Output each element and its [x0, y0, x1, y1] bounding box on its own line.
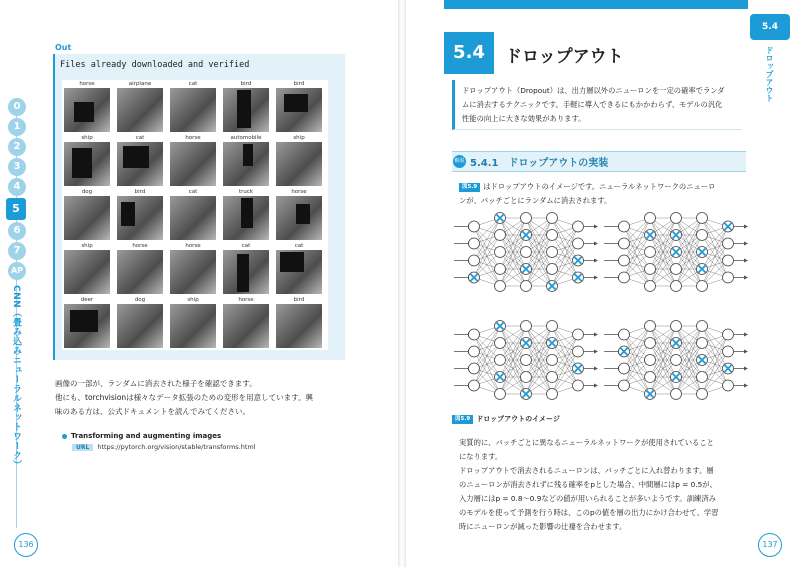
- nav-chapter-4[interactable]: 4: [8, 178, 26, 196]
- dropout-diagram: [452, 210, 748, 410]
- nav-chapter-0[interactable]: 0: [8, 98, 26, 116]
- grid-image-label: horse: [79, 81, 95, 87]
- neuron: [619, 363, 630, 374]
- grid-image-cell: [168, 188, 218, 240]
- neuron: [495, 264, 506, 275]
- page-gutter: [398, 0, 406, 567]
- output-text: Files already downloaded and verified: [60, 60, 250, 70]
- neuron: [521, 247, 532, 258]
- grid-image-label: ship: [81, 243, 93, 249]
- grid-image: [170, 250, 216, 294]
- intro-line-3: 性能の向上に大きな効果があります。: [462, 114, 586, 123]
- left-para-2-line-1: 他にも、torchvisionは様々なデータ拡張のための変形を用意しています。興: [55, 393, 314, 402]
- neuron: [521, 213, 532, 224]
- neuron: [547, 230, 558, 241]
- figure-caption: [452, 414, 560, 424]
- neuron: [671, 321, 682, 332]
- grid-image-cell: [274, 188, 324, 240]
- grid-image-label: truck: [238, 189, 254, 195]
- grid-image: [117, 142, 163, 186]
- neuron: [547, 321, 558, 332]
- right-para-1-line-1: はドロップアウトのイメージです。ニューラルネットワークのニューロ: [483, 182, 716, 191]
- erased-region: [284, 94, 308, 112]
- grid-image-label: horse: [291, 189, 307, 195]
- erased-region: [280, 252, 304, 272]
- right-para-3-line-3: 入力層にはp = 0.8～0.9などの値が用いられることが多いようです。訓練済み: [459, 494, 716, 503]
- reference-url-row: [72, 443, 256, 451]
- grid-image-cell: [62, 80, 112, 132]
- grid-image: [117, 250, 163, 294]
- grid-image-cell: [115, 296, 165, 348]
- arrow-head: [594, 259, 598, 263]
- grid-image-label: bird: [240, 81, 252, 87]
- grid-image-label: cat: [294, 243, 304, 249]
- grid-image-cell: [115, 188, 165, 240]
- right-para-3-line-5: 時にニューロンが減った影響の辻褄を合わせます。: [459, 522, 627, 531]
- grid-image: [64, 250, 110, 294]
- neuron: [495, 230, 506, 241]
- neuron: [521, 355, 532, 366]
- neuron: [547, 389, 558, 400]
- grid-image-cell: [115, 242, 165, 294]
- neuron: [573, 329, 584, 340]
- neuron: [645, 247, 656, 258]
- grid-image-cell: [115, 134, 165, 186]
- grid-image-label: horse: [185, 243, 201, 249]
- neuron: [469, 363, 480, 374]
- grid-image-cell: [221, 296, 271, 348]
- right-para-2-line-1: 実質的に、バッチごとに異なるニューラルネットワークが使用されていること: [459, 438, 714, 447]
- page-number-right: 137: [758, 533, 782, 557]
- neuron: [619, 221, 630, 232]
- section-number: 5.4: [444, 32, 494, 74]
- network-panel: [604, 213, 748, 292]
- grid-image: [170, 196, 216, 240]
- grid-image-cell: [62, 242, 112, 294]
- neuron: [671, 389, 682, 400]
- grid-image-cell: [62, 296, 112, 348]
- arrow-head: [744, 225, 748, 229]
- erased-region: [121, 202, 135, 226]
- grid-image-label: horse: [238, 297, 254, 303]
- grid-image: [64, 142, 110, 186]
- grid-image: [223, 196, 269, 240]
- nav-chapter-6[interactable]: 6: [8, 222, 26, 240]
- grid-image-cell: [221, 242, 271, 294]
- caption-text: ドロップアウトのイメージ: [476, 415, 560, 423]
- neuron: [495, 247, 506, 258]
- arrow-head: [744, 242, 748, 246]
- nav-chapter-7[interactable]: 7: [8, 242, 26, 260]
- right-para-3-line-1: ドロップアウトで消去されるニューロンは、バッチごとに入れ替わります。層: [459, 466, 714, 475]
- reference-title: Transforming and augmenting images: [71, 432, 222, 440]
- grid-image: [223, 88, 269, 132]
- page-number-left: 136: [14, 533, 38, 557]
- erased-region: [296, 204, 310, 224]
- right-para-3-line-4: のモデルを使って予測を行う時は、このpの値を層の出力にかけ合わせて、学習: [459, 508, 719, 517]
- neuron: [547, 372, 558, 383]
- grid-image: [276, 196, 322, 240]
- arrow-head: [594, 225, 598, 229]
- grid-image-label: horse: [132, 243, 148, 249]
- grid-image-label: automobile: [230, 135, 262, 141]
- neuron: [619, 238, 630, 249]
- neuron: [697, 372, 708, 383]
- grid-image-label: bird: [293, 297, 305, 303]
- grid-image: [117, 196, 163, 240]
- arrow-head: [744, 333, 748, 337]
- arrow-head: [594, 350, 598, 354]
- neuron: [645, 213, 656, 224]
- nav-chapter-5-active[interactable]: 5: [6, 198, 26, 220]
- right-para-2-line-2: になります。: [459, 452, 503, 461]
- section-title: ドロップアウト: [505, 47, 624, 67]
- grid-image-label: dog: [81, 189, 93, 195]
- right-para-3: [459, 464, 749, 534]
- erased-region: [237, 90, 251, 128]
- figure-ref: 図5.9: [459, 183, 480, 192]
- arrow-head: [594, 242, 598, 246]
- neuron: [495, 355, 506, 366]
- neuron: [547, 213, 558, 224]
- intro-line-2: ムに消去するテクニックです。手軽に導入できるにもかかわらず、モデルの汎化: [462, 100, 723, 109]
- network-panel: [454, 321, 598, 400]
- grid-image: [223, 142, 269, 186]
- neuron: [469, 221, 480, 232]
- neuron: [697, 321, 708, 332]
- erased-region: [70, 310, 98, 332]
- neuron: [573, 221, 584, 232]
- neuron: [671, 264, 682, 275]
- neuron: [697, 389, 708, 400]
- neuron: [645, 355, 656, 366]
- augmented-image-grid: [62, 80, 328, 350]
- nav-chapter-1[interactable]: 1: [8, 118, 26, 136]
- arrow-head: [594, 276, 598, 280]
- grid-image: [64, 196, 110, 240]
- section-tab[interactable]: 5.4: [750, 14, 790, 40]
- grid-image: [64, 88, 110, 132]
- reference-bullet: [62, 432, 221, 440]
- grid-image-label: dog: [134, 297, 146, 303]
- neuron: [645, 338, 656, 349]
- neuron: [671, 281, 682, 292]
- grid-image-cell: [115, 80, 165, 132]
- neuron: [521, 321, 532, 332]
- right-para-3-line-2: のニューロンが消去されずに残る確率をpとした場合、中間層にはp = 0.5が、: [459, 480, 717, 489]
- section-tab-vertical: ドロップアウト: [765, 46, 774, 102]
- intro-text: [462, 84, 742, 126]
- grid-image-cell: [168, 134, 218, 186]
- grid-image: [223, 250, 269, 294]
- grid-image-cell: [62, 134, 112, 186]
- grid-image-label: cat: [241, 243, 251, 249]
- output-label: Out: [55, 43, 72, 52]
- neuron: [469, 238, 480, 249]
- header-bar: [444, 0, 748, 9]
- grid-image: [170, 304, 216, 348]
- grid-image: [117, 304, 163, 348]
- caption-ref: 図5.9: [452, 415, 473, 424]
- nav-appendix[interactable]: AP: [8, 262, 26, 280]
- erased-region: [123, 146, 149, 168]
- neuron: [495, 389, 506, 400]
- right-para-2: [459, 436, 749, 464]
- intro-line-1: ドロップアウト（Dropout）は、出力層以外のニューロンを一定の確率でランダ: [462, 86, 725, 95]
- arrow-head: [744, 367, 748, 371]
- neuron: [645, 321, 656, 332]
- neuron: [619, 272, 630, 283]
- neuron: [469, 329, 480, 340]
- left-para-2-line-2: 味のある方は、公式ドキュメントを読んでみてください。: [55, 407, 250, 416]
- grid-image-cell: [274, 134, 324, 186]
- neuron: [697, 281, 708, 292]
- arrow-head: [744, 276, 748, 280]
- erased-region: [243, 144, 253, 166]
- neuron: [547, 247, 558, 258]
- subsection-title: 5.4.1 ドロップアウトの実装: [470, 158, 609, 169]
- grid-image-cell: [221, 80, 271, 132]
- neuron: [573, 238, 584, 249]
- arrow-head: [594, 367, 598, 371]
- grid-image-label: horse: [185, 135, 201, 141]
- grid-image-cell: [221, 188, 271, 240]
- neuron: [495, 338, 506, 349]
- bullet-icon: [62, 434, 67, 439]
- grid-image-cell: [221, 134, 271, 186]
- neuron: [573, 380, 584, 391]
- grid-image-cell: [274, 242, 324, 294]
- neuron: [573, 346, 584, 357]
- neuron: [723, 329, 734, 340]
- neuron: [619, 329, 630, 340]
- neuron: [645, 264, 656, 275]
- neuron: [521, 372, 532, 383]
- grid-image: [223, 304, 269, 348]
- grid-image: [276, 142, 322, 186]
- arrow-head: [744, 384, 748, 388]
- grid-image: [64, 304, 110, 348]
- neuron: [723, 255, 734, 266]
- grid-image: [117, 88, 163, 132]
- neuron: [645, 281, 656, 292]
- erased-region: [241, 198, 253, 228]
- grid-image-cell: [168, 242, 218, 294]
- neuron: [671, 355, 682, 366]
- neuron: [469, 380, 480, 391]
- grid-image-label: deer: [80, 297, 94, 303]
- grid-image-label: cat: [188, 81, 198, 87]
- neuron: [697, 338, 708, 349]
- nav-chapter-3[interactable]: 3: [8, 158, 26, 176]
- neuron: [723, 238, 734, 249]
- chapter-title-vertical: CNN（畳み込みニューラルネットワーク）: [11, 285, 21, 470]
- grid-image: [276, 304, 322, 348]
- grid-image-label: bird: [134, 189, 146, 195]
- arrow-head: [594, 333, 598, 337]
- grid-image: [276, 250, 322, 294]
- grid-image-label: ship: [81, 135, 93, 141]
- right-para-1-line-2: ンが、バッチごとにランダムに消去されます。: [459, 196, 612, 205]
- erased-region: [74, 102, 94, 122]
- grid-image-cell: [168, 296, 218, 348]
- grid-image-cell: [274, 296, 324, 348]
- right-para-1: [459, 180, 749, 208]
- grid-image: [170, 88, 216, 132]
- grid-image-label: bird: [293, 81, 305, 87]
- erased-region: [237, 254, 249, 292]
- network-panel: [604, 321, 748, 400]
- neuron: [723, 346, 734, 357]
- left-para-1: 画像の一部が、ランダムに消去された様子を確認できます。: [55, 379, 257, 388]
- grid-image-cell: [62, 188, 112, 240]
- neuron: [619, 380, 630, 391]
- neuron: [697, 230, 708, 241]
- neuron: [521, 281, 532, 292]
- network-panel: [454, 213, 598, 292]
- neuron: [619, 255, 630, 266]
- neuron: [671, 213, 682, 224]
- arrow-head: [744, 350, 748, 354]
- neuron: [469, 346, 480, 357]
- neuron: [469, 255, 480, 266]
- chapter-nav: [6, 98, 28, 282]
- subsection-badge: 解説: [453, 155, 466, 168]
- nav-chapter-2[interactable]: 2: [8, 138, 26, 156]
- grid-image-cell: [168, 80, 218, 132]
- reference-url[interactable]: https://pytorch.org/vision/stable/transforms.html: [97, 443, 256, 451]
- grid-image-label: airplane: [128, 81, 152, 87]
- arrow-head: [594, 384, 598, 388]
- grid-image: [276, 88, 322, 132]
- neuron: [547, 264, 558, 275]
- neuron: [495, 281, 506, 292]
- neuron: [697, 213, 708, 224]
- grid-image: [170, 142, 216, 186]
- grid-image-cell: [274, 80, 324, 132]
- grid-image-label: ship: [293, 135, 305, 141]
- grid-image-label: cat: [135, 135, 145, 141]
- grid-image-label: ship: [187, 297, 199, 303]
- neuron: [723, 380, 734, 391]
- url-badge: URL: [72, 444, 93, 451]
- neuron: [723, 272, 734, 283]
- grid-image-label: cat: [188, 189, 198, 195]
- arrow-head: [744, 259, 748, 263]
- neuron: [645, 372, 656, 383]
- erased-region: [72, 148, 92, 178]
- neuron: [547, 355, 558, 366]
